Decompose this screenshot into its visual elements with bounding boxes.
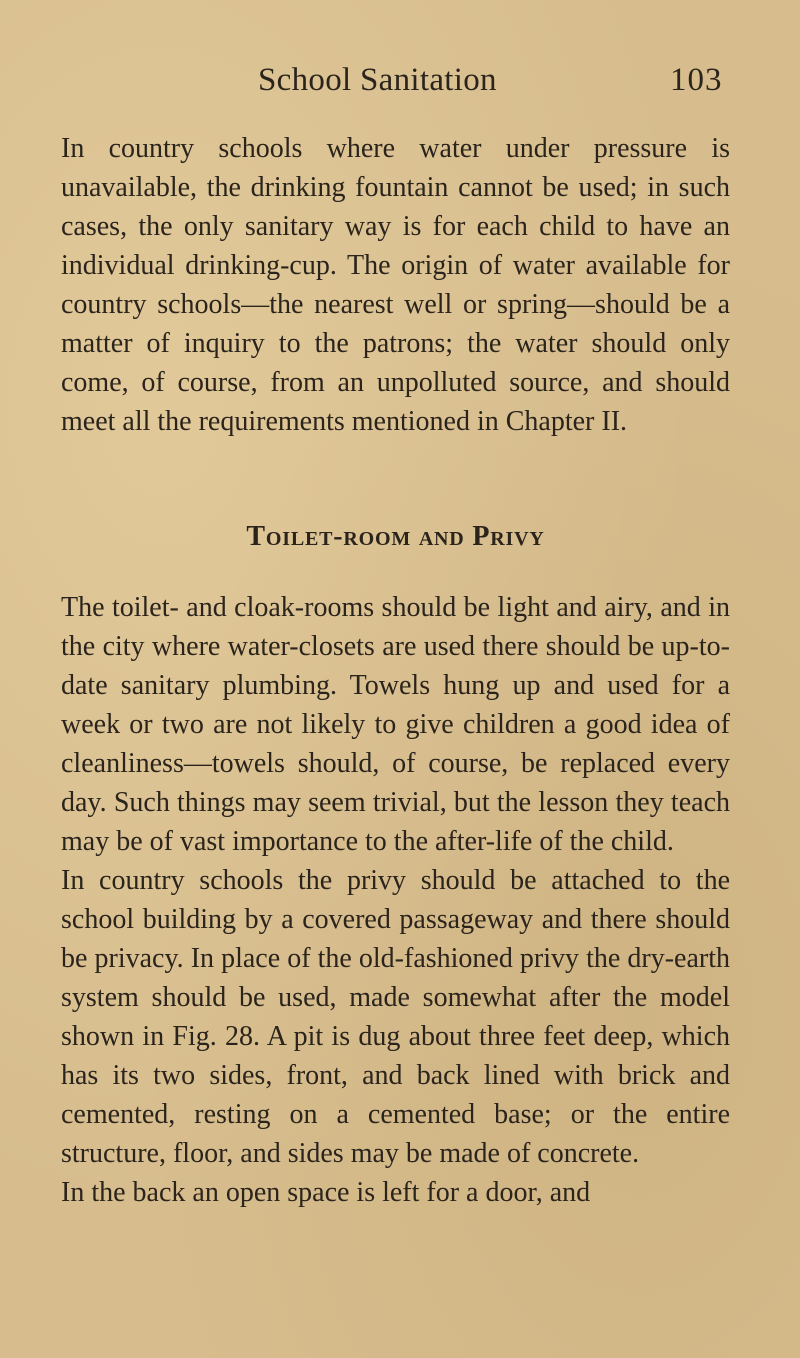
running-title: School Sanitation bbox=[258, 62, 497, 98]
paragraph-toilet-rooms: The toilet- and cloak-rooms should be light and airy, and in the city where water-closets are used there should be up-to-date sanitary plumbing. Towels hung up and used for a week or two are not likely to give children a good idea of cleanliness—towels should, of course, be replaced every day. Such things may seem trivial, but the lesson they teach may be of vast importance to the after-life of the child. bbox=[61, 592, 730, 857]
running-head bbox=[0, 60, 800, 110]
page-number: 103 bbox=[670, 62, 723, 98]
paragraph-privy: In country schools the privy should be attached to the school building by a covered passageway and there should be privacy. In place of the old-fashioned privy the dry-earth system should be used, made somewhat after the model shown in Fig. 28. A pit is dug about three feet deep, which has its two sides, front, and back lined with brick and cemented, resting on a cemented base; or the entire structure, floor, and sides may be made of concrete. bbox=[61, 865, 730, 1169]
section-heading: Toilet-room and Privy bbox=[246, 521, 545, 552]
body-text bbox=[61, 129, 730, 1212]
paragraph-drinking-water: In country schools where water under pressure is unavailable, the drinking fountain cannot be used; in such cases, the only sanitary way is for each child to have an individual drinking-cup. The origin of water available for country schools—the nearest well or spring—should be a matter of inquiry to the patrons; the water should only come, of course, from an unpolluted source, and should meet all the requirements mentioned in Chapter II. bbox=[61, 133, 730, 437]
paragraph-continued: In the back an open space is left for a door, and bbox=[61, 1177, 591, 1208]
